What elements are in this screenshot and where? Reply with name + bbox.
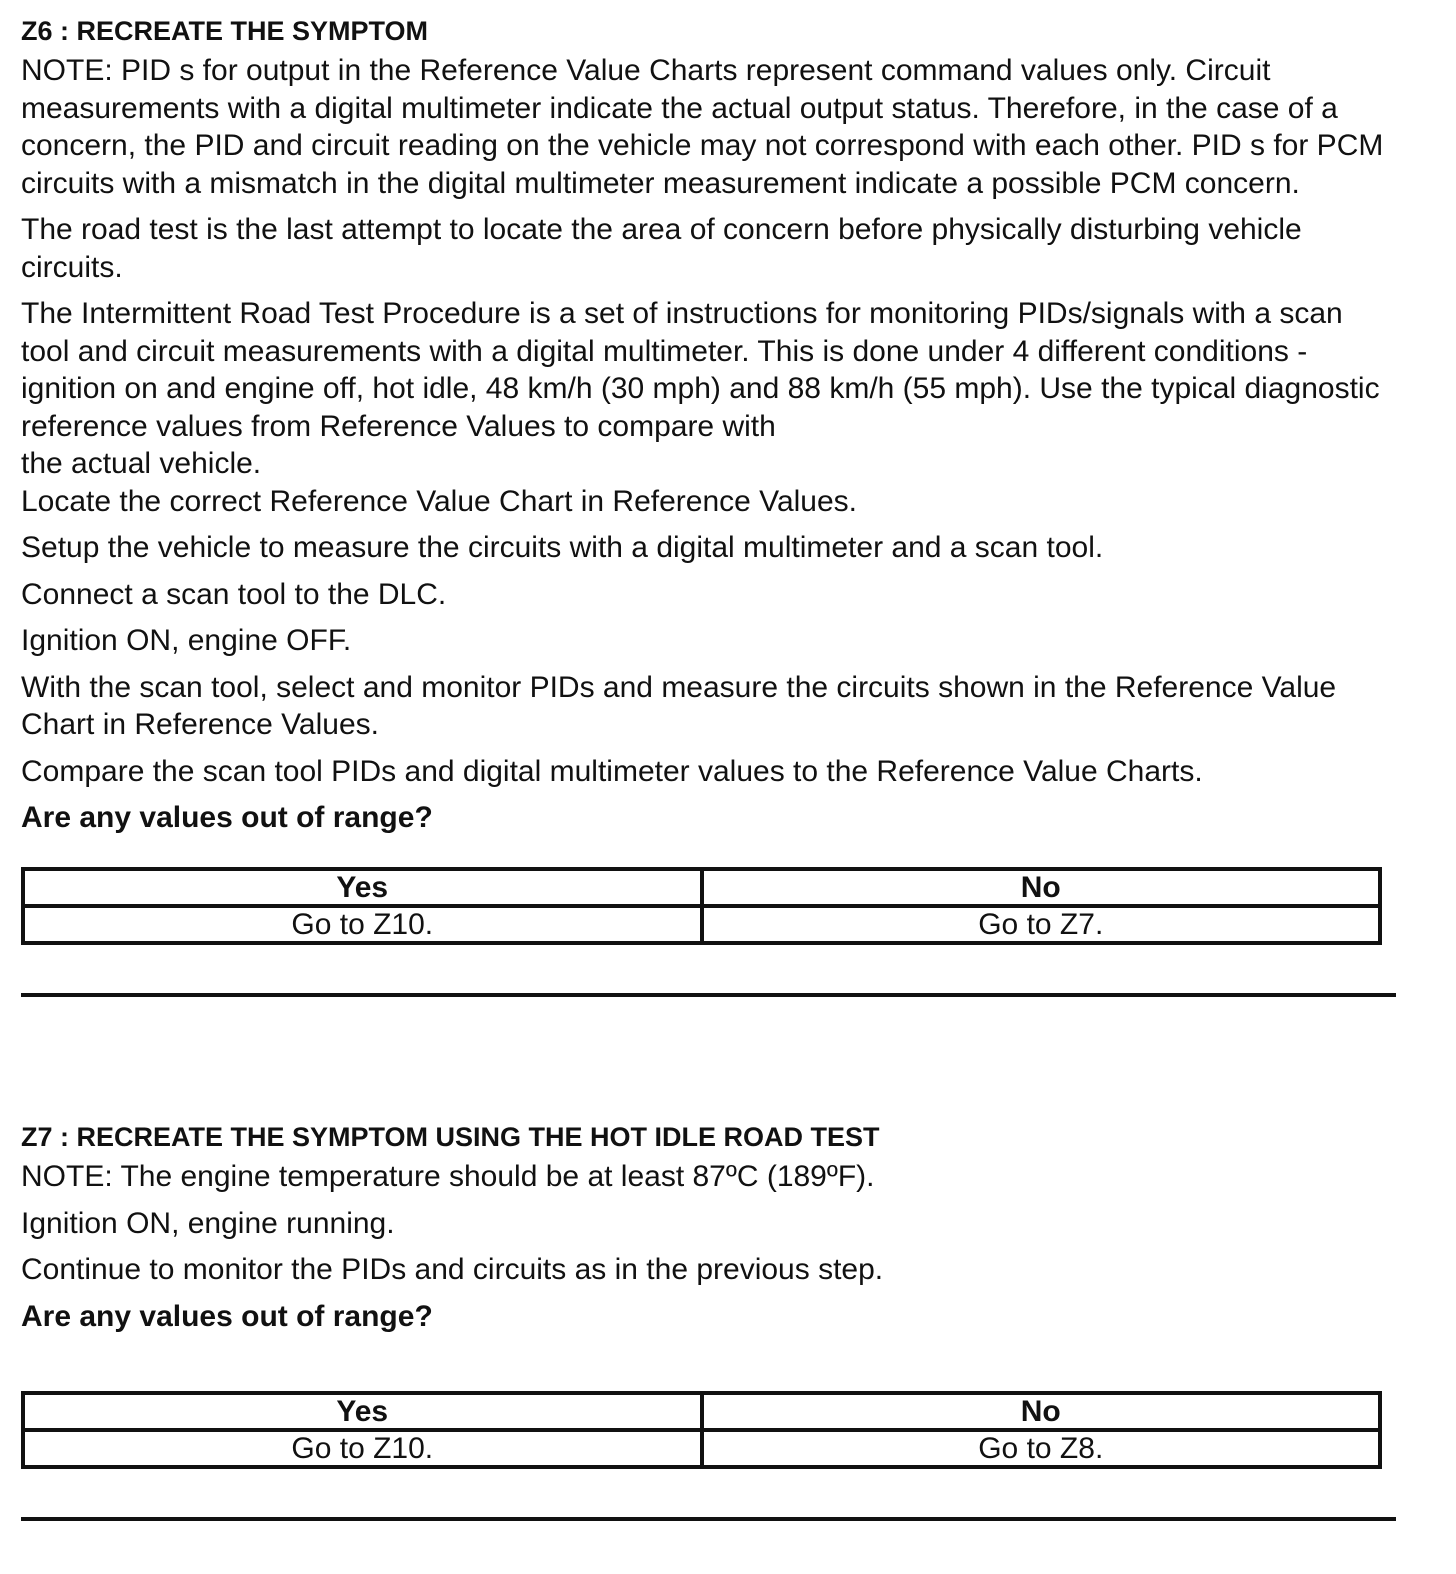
instruction-paragraph: Locate the correct Reference Value Chart in Reference Values. [21, 484, 858, 518]
instruction-paragraph: Continue to monitor the PIDs and circuits as in the previous step. [21, 1253, 884, 1286]
answer-header-no: No [702, 869, 1381, 906]
answer-table-z7 [21, 1391, 1382, 1469]
section-divider [21, 993, 1396, 997]
answer-header-yes: Yes [23, 1393, 702, 1430]
answer-header-yes: Yes [23, 869, 702, 906]
answer-action-yes[interactable]: Go to Z10. [23, 1430, 702, 1467]
step-heading-z7: Z7 : RECREATE THE SYMPTOM USING THE HOT IDLE ROAD TEST [21, 1122, 880, 1152]
instruction-paragraph: Connect a scan tool to the DLC. [21, 577, 447, 611]
question-z7: Are any values out of range? [21, 1299, 433, 1333]
answer-action-no[interactable]: Go to Z8. [702, 1430, 1381, 1467]
answer-table-z6 [21, 867, 1382, 945]
instruction-paragraph: Ignition ON, engine running. [21, 1206, 395, 1240]
step-heading-z6: Z6 : RECREATE THE SYMPTOM [21, 16, 429, 46]
section-z7 [21, 1120, 1396, 1521]
answer-action-yes[interactable]: Go to Z10. [23, 906, 702, 943]
question-z6: Are any values out of range? [21, 801, 433, 834]
note-paragraph: NOTE: PID s for output in the Reference Value Charts represent command values only. Circuit measurements with a digital multimeter indicate the actual output status. Therefore, in the case of a concern, the PID and circuit reading on the vehicle may not correspond with each other. PID s for PCM circuits with a mismatch in the digital multimeter measurement indicate a possible PCM concern. [21, 54, 1384, 200]
answer-action-no[interactable]: Go to Z7. [702, 906, 1381, 943]
answer-header-no: No [702, 1393, 1381, 1430]
note-paragraph: NOTE: The engine temperature should be at least 87ºC (189ºF). [21, 1160, 875, 1193]
section-z6 [21, 14, 1396, 997]
instruction-paragraph: The Intermittent Road Test Procedure is a set of instructions for monitoring PIDs/signals with a scan tool and circuit measurements with a digital multimeter. This is done under 4 different conditions - ignition on and engine off, hot idle, 48 km/h (30 mph) and 88 km/h (55 mph). Use the typical diagnostic reference values from Reference Values to compare with [21, 297, 1380, 443]
instruction-paragraph: Compare the scan tool PIDs and digital multimeter values to the Reference Value Charts. [21, 754, 1203, 788]
section-divider [21, 1517, 1396, 1521]
instruction-paragraph: Ignition ON, engine OFF. [21, 624, 352, 657]
instruction-paragraph: the actual vehicle. [21, 447, 262, 480]
instruction-paragraph: The road test is the last attempt to locate the area of concern before physically disturbing vehicle circuits. [21, 213, 1302, 284]
instruction-paragraph: Setup the vehicle to measure the circuits with a digital multimeter and a scan tool. [21, 531, 1104, 564]
instruction-paragraph: With the scan tool, select and monitor PIDs and measure the circuits shown in the Reference Value Chart in Reference Values. [21, 670, 1337, 741]
